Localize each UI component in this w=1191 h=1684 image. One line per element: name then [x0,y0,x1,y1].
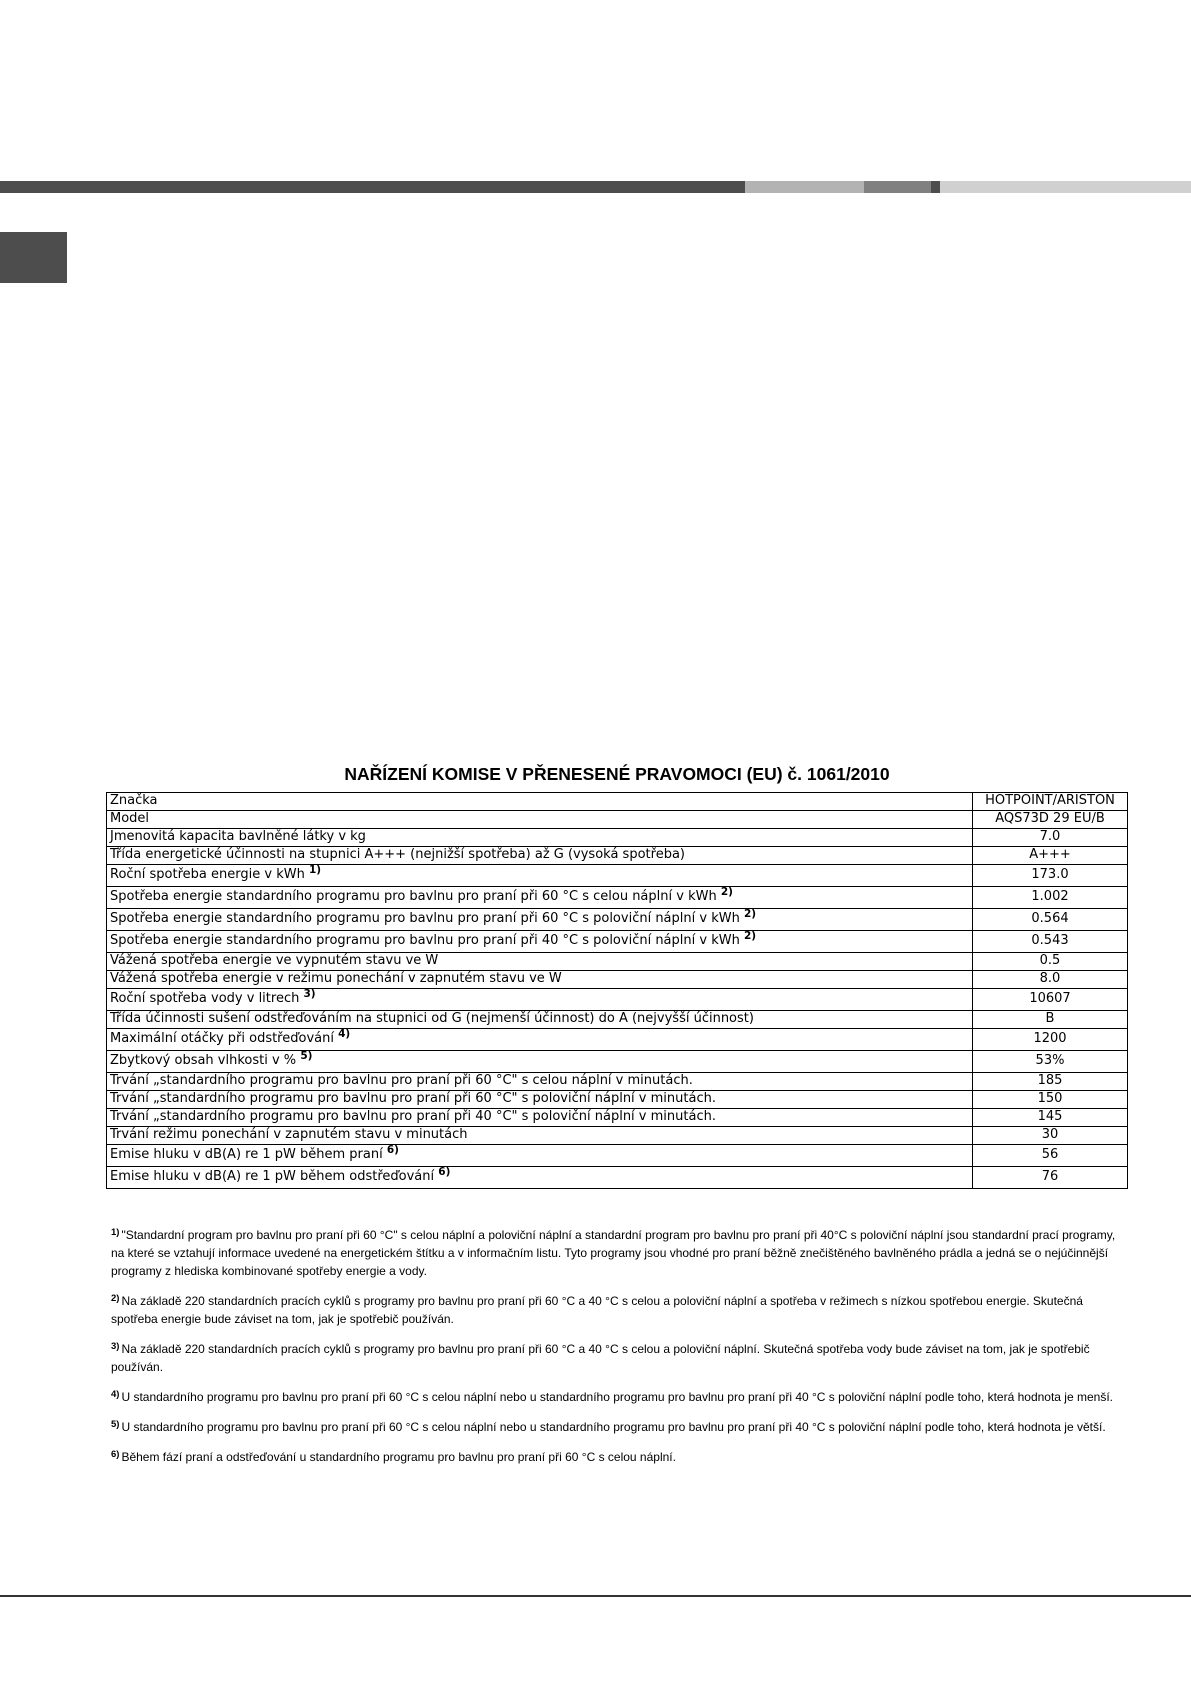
header-bar-marker [931,181,940,193]
table-row [107,1167,1128,1189]
row-value: 0.543 [973,931,1128,953]
footnote-ref: 2) [743,908,757,921]
header-bar-mid [864,181,931,193]
footnote-ref: 4) [338,1028,351,1041]
row-value: 185 [973,1073,1128,1091]
table-row [107,1091,1128,1109]
row-value: 1.002 [973,887,1128,909]
footnote-text: Na základě 220 standardních pracích cyklů s programy pro bavlnu pro praní při 60 °C a 40 °C s celou a poloviční náplní a spotřeba v režimech s nízkou spotřebou energie. Skutečná spotřeba energie bude záviset na tom, jak je spotřebič používán. [111,1294,1083,1326]
footnote-number: 4) [111,1389,120,1400]
row-label: Emise hluku v dB(A) re 1 pW během odstřeďování $^{6)}$ [107,1167,973,1189]
footnote [111,1340,1126,1376]
row-value: 145 [973,1109,1128,1127]
table-row [107,953,1128,971]
row-value: 150 [973,1091,1128,1109]
row-label: Roční spotřeba energie v kWh $^{1)}$ [107,865,973,887]
header-bar-pale [940,181,1191,193]
table-row [107,1051,1128,1073]
table-row [107,989,1128,1011]
footnote [111,1388,1126,1406]
row-label: Spotřeba energie standardního programu pro bavlnu pro praní při 60 °C s celou náplní v kWh $^{2)}$ [107,887,973,909]
row-label: Trvání „standardního programu pro bavlnu pro praní při 60 °C" s poloviční náplní v minutách. [107,1091,973,1109]
row-value: AQS73D 29 EU/B [973,811,1128,829]
row-value: 0.564 [973,909,1128,931]
table-row [107,865,1128,887]
header-bar-dark [0,181,745,193]
footnotes [111,1226,1126,1478]
table-row [107,811,1128,829]
row-label: Model [107,811,973,829]
footnote-ref: 6) [386,1144,399,1157]
row-value: 173.0 [973,865,1128,887]
bottom-rule [0,1595,1191,1597]
footnote [111,1418,1126,1436]
row-label: Trvání režimu ponechání v zapnutém stavu v minutách [107,1127,973,1145]
footnote-ref: 5) [300,1050,313,1063]
regulation-title: NAŘÍZENÍ KOMISE V PŘENESENÉ PRAVOMOCI (EU) č. 1061/2010 [344,764,890,784]
regulation-table [106,792,1128,1189]
row-value: A+++ [973,847,1128,865]
footnote-number: 5) [111,1419,120,1430]
table-row [107,1145,1128,1167]
footnote-number: 2) [111,1293,120,1304]
footnote-ref: 3) [303,988,316,1001]
footnote-number: 1) [111,1227,120,1238]
table-row [107,1109,1128,1127]
footnote-number: 3) [111,1341,120,1352]
row-label: Maximální otáčky při odstřeďování $^{4)}$ [107,1029,973,1051]
footnote-number: 6) [111,1449,120,1460]
row-label: Vážená spotřeba energie v režimu ponechání v zapnutém stavu ve W [107,971,973,989]
table-row [107,1127,1128,1145]
row-value: 76 [973,1167,1128,1189]
footnote [111,1226,1126,1280]
row-label: Spotřeba energie standardního programu pro bavlnu pro praní při 60 °C s poloviční náplní v kWh $^{2)}$ [107,909,973,931]
row-value: HOTPOINT/ARISTON [973,793,1128,811]
row-label: Spotřeba energie standardního programu pro bavlnu pro praní při 40 °C s poloviční náplní v kWh $^{2)}$ [107,931,973,953]
row-value: 7.0 [973,829,1128,847]
row-label: Jmenovitá kapacita bavlněné látky v kg [107,829,973,847]
table-row [107,971,1128,989]
footnote-text: "Standardní program pro bavlnu pro praní při 60 °C" s celou náplní a poloviční náplní a standardní program pro bavlnu pro praní při 40°C s poloviční náplní jsou standardní prací programy, na které se vztahují informace uvedené na energetickém štítku a v informačním listu. Tyto programy jsou vhodné pro praní běžně znečištěného bavlněného prádla a jedná se o nejúčinnější programy z hlediska kombinované spotřeby energie a vody. [111,1228,1116,1278]
footnote [111,1448,1126,1466]
footnote [111,1292,1126,1328]
language-tab [0,232,67,283]
footnote-ref: 1) [308,864,322,877]
row-value: 30 [973,1127,1128,1145]
footnote-text: Na základě 220 standardních pracích cyklů s programy pro bavlnu pro praní při 60 °C a 40 °C s celou a poloviční náplní. Skutečná spotřeba vody bude záviset na tom, jak je spotřebič používán. [111,1342,1090,1374]
footnote-text: Během fází praní a odstřeďování u standardního programu pro bavlnu pro praní při 60 °C s celou náplní. [121,1450,676,1464]
row-label: Třída energetické účinnosti na stupnici A+++ (nejnižší spotřeba) až G (vysoká spotřeba) [107,847,973,865]
table-row [107,931,1128,953]
row-label: Třída účinnosti sušení odstřeďováním na stupnici od G (nejmenší účinnost) do A (nejvyšší účinnost) [107,1011,973,1029]
row-value: B [973,1011,1128,1029]
row-value: 53% [973,1051,1128,1073]
row-label: Emise hluku v dB(A) re 1 pW během praní $^{6)}$ [107,1145,973,1167]
row-label: Trvání „standardního programu pro bavlnu pro praní při 60 °C" s celou náplní v minutách. [107,1073,973,1091]
table-row [107,793,1128,811]
row-label: Trvání „standardního programu pro bavlnu pro praní při 40 °C" s poloviční náplní v minutách. [107,1109,973,1127]
row-label: Značka [107,793,973,811]
table-row [107,887,1128,909]
footnote-ref: 6) [438,1166,451,1179]
footnote-ref: 2) [743,930,757,943]
table-row [107,847,1128,865]
row-value: 56 [973,1145,1128,1167]
row-value: 0.5 [973,953,1128,971]
header-bar-light [745,181,864,193]
row-label: Zbytkový obsah vlhkosti v % $^{5)}$ [107,1051,973,1073]
table-row [107,1029,1128,1051]
table-row [107,1011,1128,1029]
row-value: 8.0 [973,971,1128,989]
row-value: 1200 [973,1029,1128,1051]
row-label: Roční spotřeba vody v litrech $^{3)}$ [107,989,973,1011]
row-label: Vážená spotřeba energie ve vypnutém stavu ve W [107,953,973,971]
footnote-ref: 2) [720,886,733,899]
table-row [107,909,1128,931]
table-row [107,829,1128,847]
footnote-text: U standardního programu pro bavlnu pro praní při 60 °C s celou náplní nebo u standardního programu pro bavlnu pro praní při 40 °C s poloviční náplní podle toho, která hodnota je větší. [121,1420,1106,1434]
footnote-text: U standardního programu pro bavlnu pro praní při 60 °C s celou náplní nebo u standardního programu pro bavlnu pro praní při 40 °C s poloviční náplní podle toho, která hodnota je menší. [121,1390,1113,1404]
table-row [107,1073,1128,1091]
row-value: 10607 [973,989,1128,1011]
